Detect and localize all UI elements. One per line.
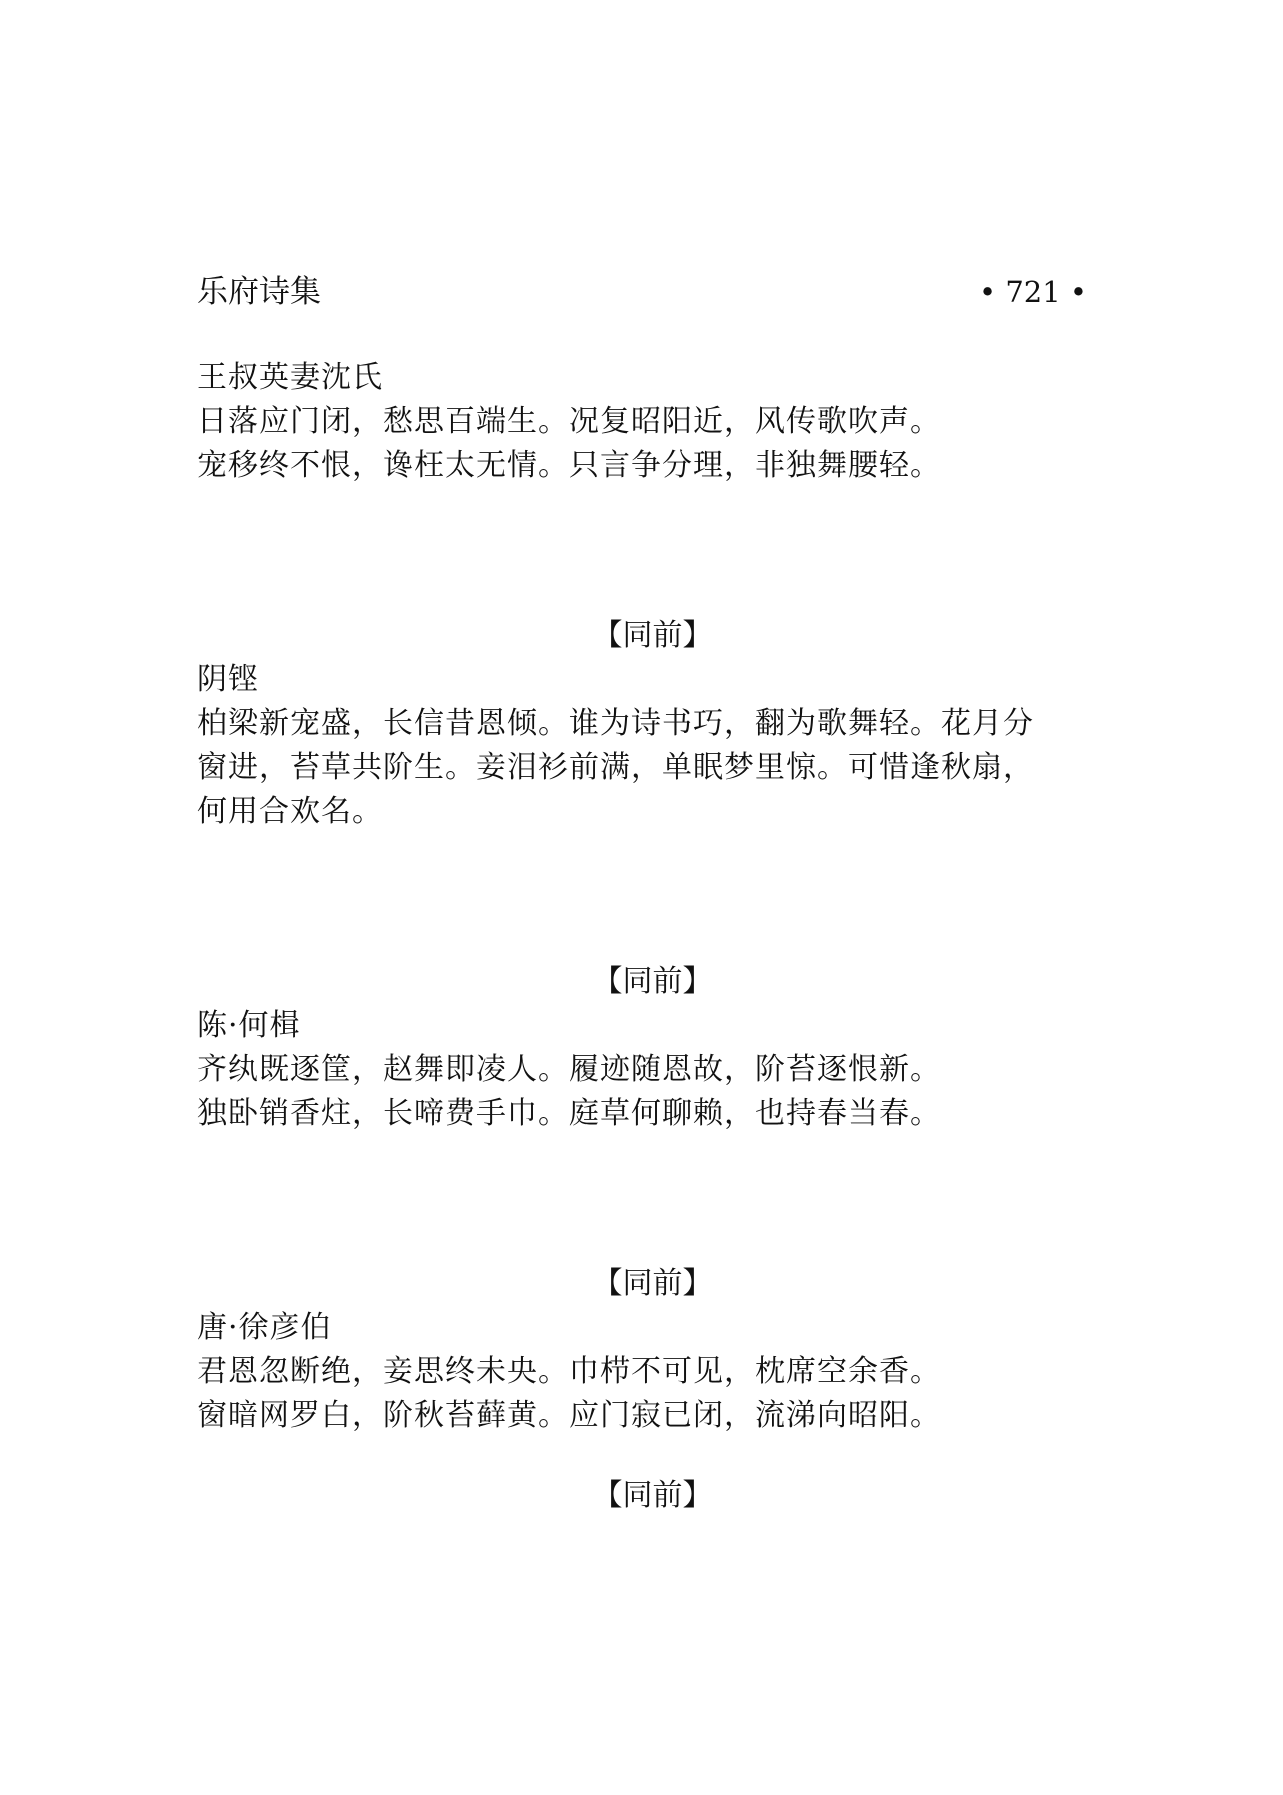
poem-author: 陈·何楫 [197,1008,301,1043]
section-heading: 【同前】 [592,1478,713,1513]
book-title: 乐府诗集 [197,274,321,310]
poem-author: 唐·徐彦伯 [197,1310,332,1345]
poem-line: 独卧销香炷，长啼费手巾。庭草何聊赖，也持春当春。 [197,1096,941,1131]
poem-line: 窗进，苔草共阶生。妾泪衫前满，单眠梦里惊。可惜逢秋扇， [197,750,1034,785]
poem-author: 阴铿 [197,662,259,697]
poem-section-1 [197,356,1097,488]
poem-line: 君恩忽断绝，妾思终未央。巾栉不可见，枕席空余香。 [197,1354,941,1389]
page-header [197,272,1087,312]
section-heading: 【同前】 [592,618,713,653]
poem-author: 王叔英妻沈氏 [197,360,383,395]
poem-section-4 [197,1306,1097,1438]
poem-line: 齐纨既逐筐，赵舞即凌人。履迹随恩故，阶苔逐恨新。 [197,1052,941,1087]
section-heading: 【同前】 [592,964,713,999]
poem-line: 窗暗网罗白，阶秋苔藓黄。应门寂已闭，流涕向昭阳。 [197,1398,941,1433]
poem-line: 何用合欢名。 [197,794,383,829]
poem-line: 宠移终不恨，谗枉太无情。只言争分理，非独舞腰轻。 [197,448,941,483]
section-heading: 【同前】 [592,1266,713,1301]
poem-line: 日落应门闭，愁思百端生。况复昭阳近，风传歌吹声。 [197,404,941,439]
page-number: • 721 • [979,275,1087,309]
poem-line: 柏梁新宠盛，长信昔恩倾。谁为诗书巧，翻为歌舞轻。花月分 [197,706,1034,741]
poem-section-2 [197,658,1097,834]
poem-section-3 [197,1004,1097,1136]
